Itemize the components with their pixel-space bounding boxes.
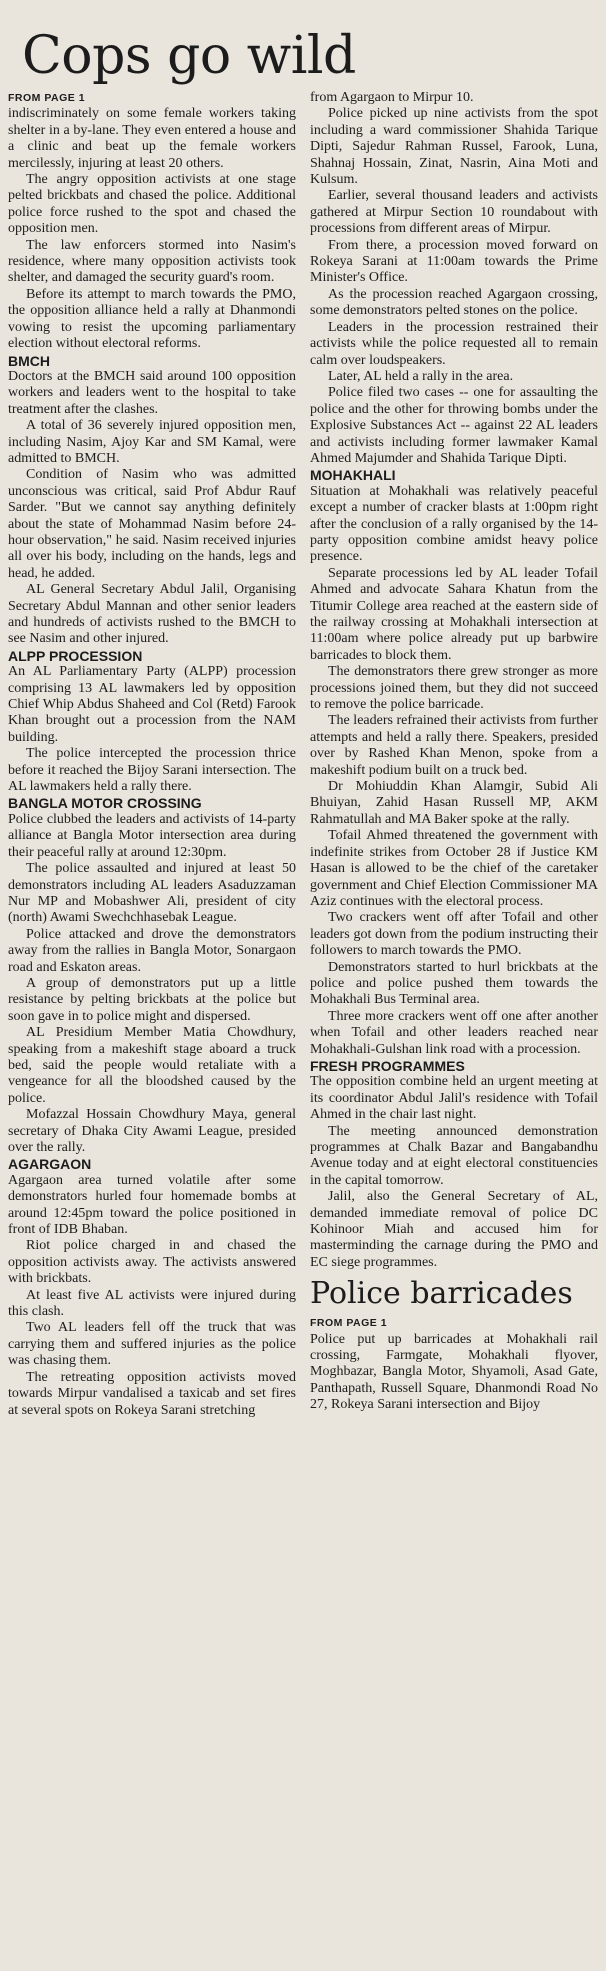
paragraph: from Agargaon to Mirpur 10. (310, 90, 474, 105)
jump-line: FROM PAGE 1 (8, 92, 86, 104)
secondary-headline: Police barricades (310, 1276, 573, 1312)
paragraph: The angry opposition activists at one stage pelted brickbats and chased the police. Additional police force rushed to the spot and chased the opposition men. (8, 172, 296, 237)
paragraph: Jalil, also the General Secretary of AL, demanded immediate removal of police DC Kohinoor Miah and accused him for masterminding the carnage during the PMO and EC siege programmes. (310, 1189, 598, 1270)
paragraph: Police filed two cases -- one for assaulting the police and the other for throwing bombs under the Explosive Substances Act -- against 22 AL leaders and activists including former lawmaker Kamal Ahmed Majumder and Shahida Tarique Dipti. (310, 385, 598, 466)
paragraph: Police put up barricades at Mohakhali rail crossing, Farmgate, Mohakhali flyover, Moghbazar, Bangla Motor, Shyamoli, Asad Gate, Panthapath, Russell Square, Dhanmondi Road No 27, Rokeya Sarani intersection and Bijoy (310, 1331, 598, 1413)
right-column (310, 90, 598, 1419)
subhead-fresh-programmes: FRESH PROGRAMMES (310, 1057, 465, 1074)
paragraph: The demonstrators there grew stronger as more processions joined them, but they did not succeed to remove the police barricade. (310, 664, 598, 713)
paragraph: Mofazzal Hossain Chowdhury Maya, general secretary of Dhaka City Awami League, presided over the rally. (8, 1107, 296, 1155)
paragraph: At least five AL activists were injured during this clash. (8, 1287, 296, 1320)
paragraph: Three more crackers went off one after another when Tofail and other leaders reached near Mohakhali-Gulshan link road with a procession. (310, 1008, 598, 1057)
paragraph: Tofail Ahmed threatened the government with indefinite strikes from October 28 if Justice KM Hasan is allowed to be the chief of the caretaker government and Chief Election Commissioner MA Aziz continues with the electoral process. (310, 828, 598, 909)
paragraph: Doctors at the BMCH said around 100 opposition workers and leaders went to the hospital to take treatment after the clashes. (8, 368, 296, 417)
paragraph: Two AL leaders fell off the truck that was carrying them and suffered injuries as the police was chasing them. (8, 1320, 296, 1369)
paragraph: AL General Secretary Abdul Jalil, Organising Secretary Abdul Mannan and other senior leaders and hundreds of activists rushed to the BMCH to see Nasim and other injured. (8, 582, 296, 647)
paragraph: Earlier, several thousand leaders and activists gathered at Mirpur Section 10 roundabout with processions from different areas of Mirpur. (310, 188, 598, 237)
paragraph: The opposition combine held an urgent meeting at its coordinator Abdul Jalil's residence with Tofail Ahmed in the chair last night. (310, 1074, 598, 1123)
paragraph: Dr Mohiuddin Khan Alamgir, Subid Ali Bhuiyan, Zahid Hasan Russell MP, AKM Rahmatullah and MA Baker spoke at the rally. (310, 779, 598, 827)
paragraph: Police attacked and drove the demonstrators away from the rallies in Bangla Motor, Sonargaon road and Eskaton areas. (8, 926, 296, 975)
paragraph: As the procession reached Agargaon crossing, some demonstrators pelted stones on the police. (310, 286, 598, 319)
paragraph: Separate processions led by AL leader Tofail Ahmed and advocate Sahara Khatun from the Titumir College area reached at the eastern side of the railway crossing at Mohakhali intersection at 11:00am where police already put up barbwire barricades to block them. (310, 565, 598, 663)
paragraph: The meeting announced demonstration programmes at Chalk Bazar and Bangabandhu Avenue today and at eight electoral constituencies in the capital tomorrow. (310, 1123, 598, 1188)
subhead-mohakhali: MOHAKHALI (310, 467, 396, 484)
article-columns (8, 90, 598, 1419)
paragraph: Before its attempt to march towards the PMO, the opposition alliance held a rally at Dhanmondi vowing to resist the upcoming parliamentary election without electoral reforms. (8, 286, 296, 352)
paragraph: An AL Parliamentary Party (ALPP) procession comprising 13 AL lawmakers led by opposition Chief Whip Abdus Shaheed and Col (Retd) Farook Khan brought out a procession from the NAM building. (8, 664, 296, 745)
subhead-alpp: ALPP PROCESSION (8, 647, 143, 664)
paragraph: indiscriminately on some female workers taking shelter in a by-lane. They even entered a house and a clinic and beat up the female workers mercilessly, injuring at least 20 others. (8, 106, 296, 171)
paragraph: Situation at Mohakhali was relatively peaceful except a number of cracker blasts at 1:00pm right after the conclusion of a rally organised by the 14-party opposition combine amidst heavy police presence. (310, 483, 598, 565)
paragraph: Police picked up nine activists from the spot including a ward commissioner Shahida Tarique Dipti, Sajedur Rahman Russel, Farook, Luna, Shahnaj Hossain, Zinat, Nasrin, Aina Moti and Kulsum. (310, 106, 598, 188)
paragraph: Two crackers went off after Tofail and other leaders got down from the podium instructing their followers to march towards the PMO. (310, 910, 598, 959)
paragraph: AL Presidium Member Matia Chowdhury, speaking from a makeshift stage aboard a truck bed, said the people would retaliate with a vengeance for all the bloodshed caused by the police. (8, 1025, 296, 1106)
subhead-bmch: BMCH (8, 352, 50, 369)
jump-line: FROM PAGE 1 (310, 1317, 388, 1330)
paragraph: Leaders in the procession restrained their activists while the police requested all to remain calm over loudspeakers. (310, 319, 598, 368)
headline: Cops go wild (22, 26, 356, 86)
paragraph: The police assaulted and injured at least 50 demonstrators including AL leaders Asaduzzaman Nur MP and Mobashwer Ali, president of city (north) Awami Swechchhasebak League. (8, 861, 296, 926)
paragraph: The police intercepted the procession thrice before it reached the Bijoy Sarani intersection. The AL lawmakers held a rally there. (8, 746, 296, 795)
paragraph: From there, a procession moved forward on Rokeya Sarani at 11:00am towards the Prime Minister's Office. (310, 237, 598, 286)
paragraph: Demonstrators started to hurl brickbats at the police and police pushed them towards the Mohakhali Bus Terminal area. (310, 959, 598, 1008)
subhead-agargaon: AGARGAON (8, 1156, 92, 1173)
paragraph: Agargaon area turned volatile after some demonstrators hurled four homemade bombs at around 12:45pm toward the police positioned in front of IDB Bhaban. (8, 1172, 296, 1238)
paragraph: Riot police charged in and chased the opposition activists away. The activists answered with brickbats. (8, 1238, 296, 1287)
left-column (8, 90, 296, 1419)
paragraph: The leaders refrained their activists from further attempts and held a rally there. Speakers, presided over by Rashed Khan Menon, spoke from a makeshift podium built on a truck bed. (310, 713, 598, 778)
paragraph: Condition of Nasim who was admitted unconscious was critical, said Prof Abdur Rauf Sarder. "But we cannot say anything definitely about the state of Mohammad Nasim before 24-hour observation," he said. Nasim received injuries all over his body, including on the hands, legs and head, he added. (8, 467, 296, 581)
paragraph: Police clubbed the leaders and activists of 14-party alliance at Bangla Motor intersection area during their peaceful rally at around 12:30pm. (8, 811, 296, 860)
paragraph: A total of 36 severely injured opposition men, including Nasim, Ajoy Kar and SM Kamal, were admitted to BMCH. (8, 418, 296, 466)
paragraph: Later, AL held a rally in the area. (328, 368, 514, 384)
paragraph: The retreating opposition activists moved towards Mirpur vandalised a taxicab and set fires at several spots on Rokeya Sarani stretching (8, 1369, 296, 1418)
paragraph: A group of demonstrators put up a little resistance by pelting brickbats at the police but soon gave in to police might and dispersed. (8, 975, 296, 1024)
paragraph: The law enforcers stormed into Nasim's residence, where many opposition activists took shelter, and damaged the security guard's room. (8, 237, 296, 286)
subhead-bangla-motor: BANGLA MOTOR CROSSING (8, 795, 202, 812)
